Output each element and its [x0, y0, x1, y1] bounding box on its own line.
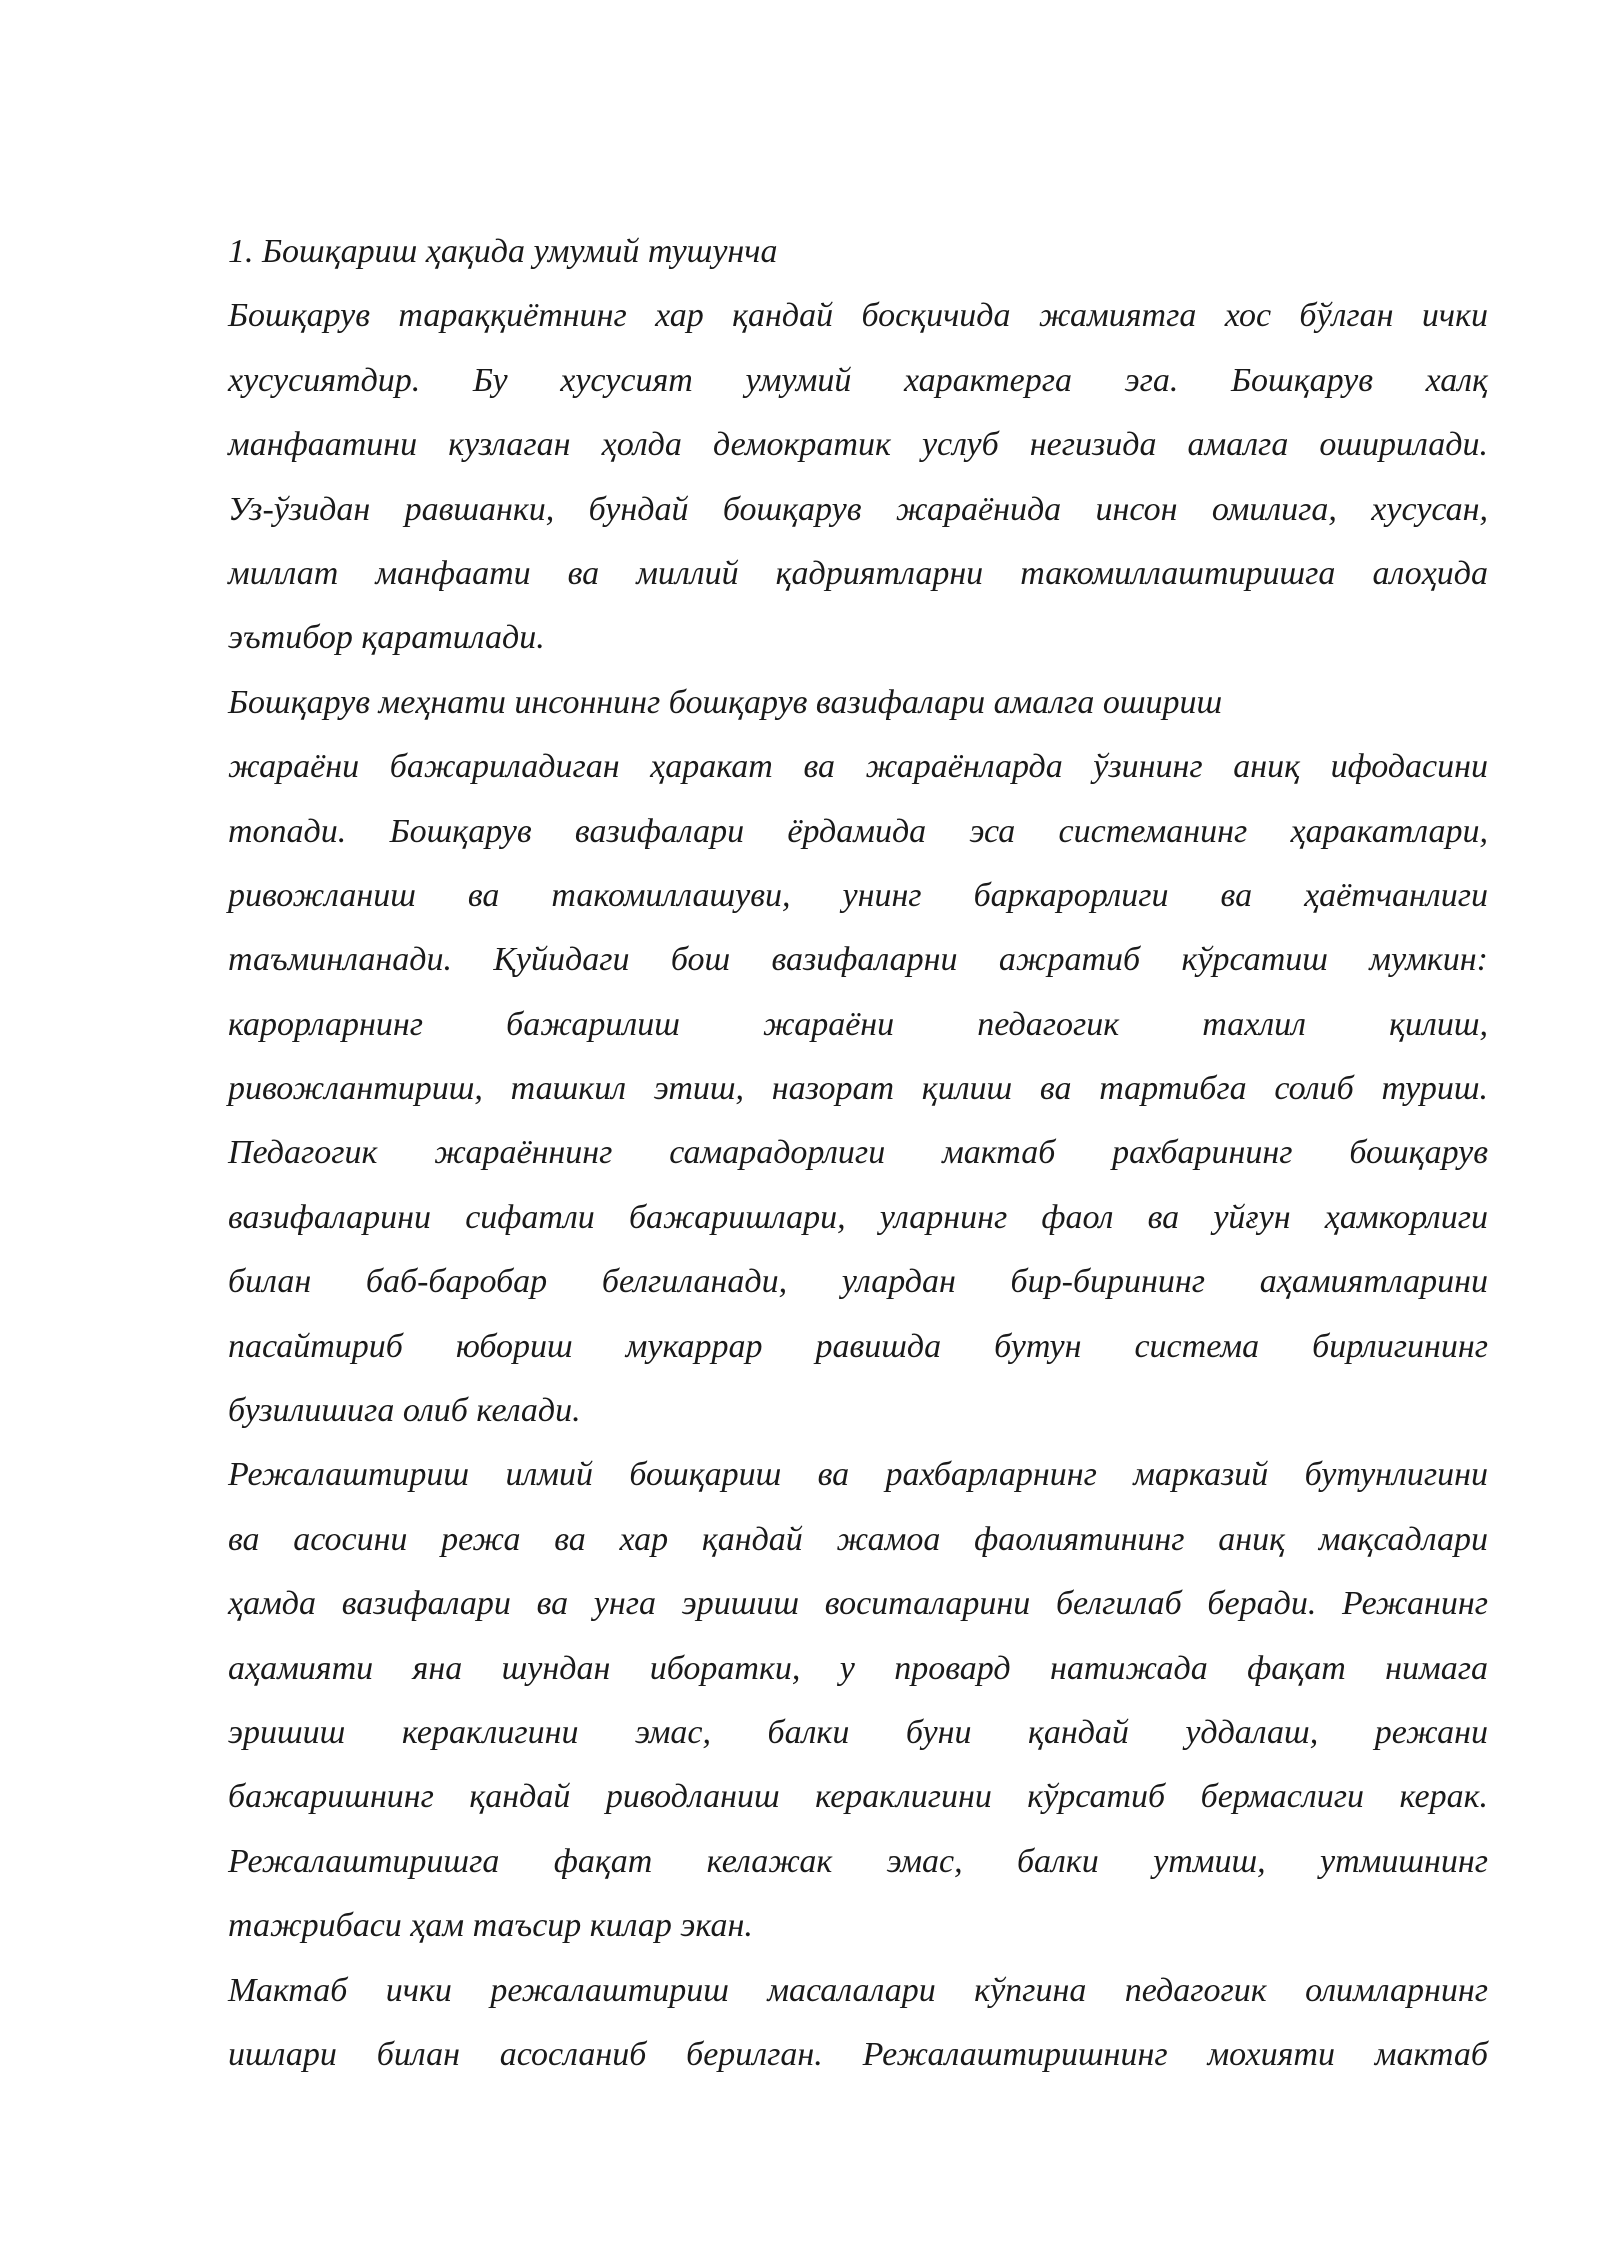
text-line: бажаришнинг қандай риводланиш кераклигини кўрсатиб бермаслиги керак.: [228, 1778, 1488, 1816]
text-line: пасайтириб юбориш мукаррар равишда бутун система бирлигининг: [228, 1327, 1488, 1365]
text-line: жараёни бажариладиган ҳаракат ва жараёнларда ўзининг аниқ ифодасини: [228, 748, 1488, 786]
text-line: ишлари билан асосланиб берилган. Режалаштиришнинг мохияти мактаб: [228, 2035, 1488, 2073]
text-line: аҳамияти яна шундан иборатки, у провард натижада фақат нимага: [228, 1649, 1488, 1687]
text-line: миллат манфаати ва миллий қадриятларни такомиллаштиришга алоҳида: [228, 554, 1488, 592]
text-line: Режалаштириш илмий бошқариш ва рахбарларнинг марказий бутунлигини: [228, 1456, 1488, 1494]
text-line: Уз-ўзидан равшанки, бундай бошқарув жараёнида инсон омилига, хусусан,: [228, 490, 1488, 528]
text-line: тажрибаси ҳам таъсир килар экан.: [228, 1907, 753, 1945]
text-line: карорларнинг бажарилиш жараёни педагогик тахлил қилиш,: [228, 1005, 1488, 1043]
section-heading: 1. Бошқариш ҳақида умумий тушунча: [228, 233, 778, 270]
text-line: ҳамда вазифалари ва унга эришиш воситаларини белгилаб беради. Режанинг: [228, 1585, 1488, 1623]
text-line: топади. Бошқарув вазифалари ёрдамида эса системанинг ҳаракатлари,: [228, 812, 1488, 850]
text-line: Режалаштиришга фақат келажак эмас, балки утмиш, утмишнинг: [228, 1842, 1488, 1880]
text-line: манфаатини кузлаган ҳолда демократик услуб негизида амалга оширилади.: [228, 426, 1488, 464]
document-text: [228, 220, 1488, 2087]
text-line: ва асосини режа ва хар қандай жамоа фаолиятининг аниқ мақсадлари: [228, 1520, 1488, 1558]
text-line: Мактаб ички режалаштириш масалалари кўпгина педагогик олимларнинг: [228, 1971, 1488, 2009]
text-line: ривожланиш ва такомиллашуви, унинг баркарорлиги ва ҳаётчанлиги: [228, 876, 1488, 914]
text-line: Педагогик жараённинг самарадорлиги мактаб рахбарининг бошқарув: [228, 1134, 1488, 1172]
text-line: Бошқарув тараққиётнинг хар қандай босқичида жамиятга хос бўлган ички: [228, 297, 1488, 335]
text-line: таъминланади. Қуйидаги бош вазифаларни ажратиб кўрсатиш мумкин:: [228, 941, 1488, 979]
text-line: хусусиятдир. Бу хусусият умумий характерга эга. Бошқарув халқ: [228, 361, 1488, 399]
text-line: бузилишига олиб келади.: [228, 1392, 581, 1430]
text-line: Бошқарув меҳнати инсоннинг бошқарув вазифалари амалга ошириш: [228, 683, 1223, 721]
text-line: ривожлантириш, ташкил этиш, назорат қилиш ва тартибга солиб туриш.: [228, 1070, 1488, 1108]
text-line: билан баб-баробар белгиланади, улардан бир-бирининг аҳамиятларини: [228, 1263, 1488, 1301]
text-line: эътибор қаратилади.: [228, 619, 545, 657]
text-line: вазифаларини сифатли бажаришлари, уларнинг фаол ва уйғун ҳамкорлиги: [228, 1198, 1488, 1236]
text-line: эришиш кераклигини эмас, балки буни қандай уддалаш, режани: [228, 1713, 1488, 1751]
